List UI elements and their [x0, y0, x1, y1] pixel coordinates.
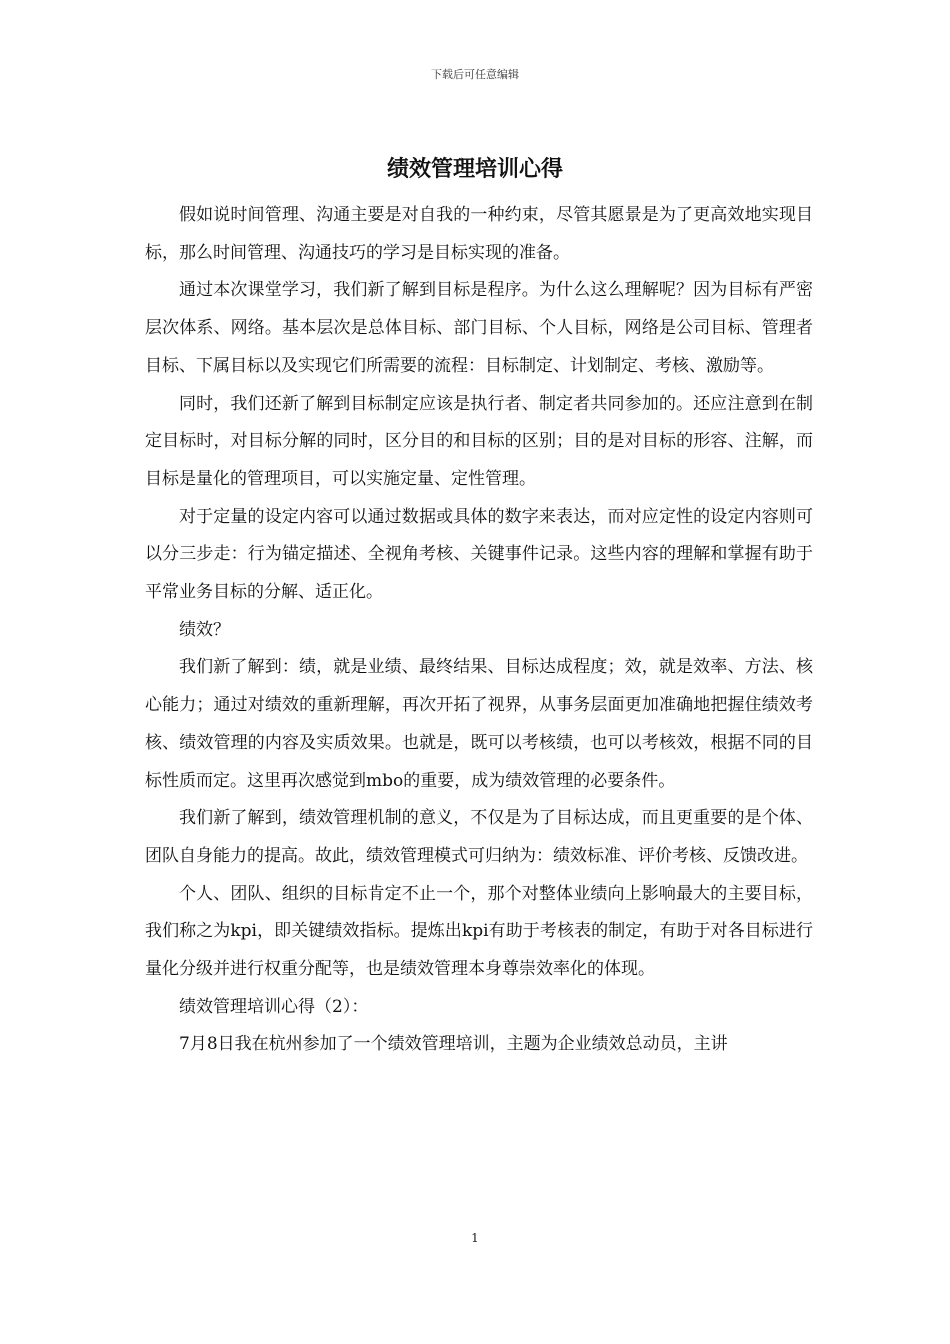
paragraph-5: 绩效？ — [179, 619, 230, 640]
paragraph-2: 通过本次课堂学习，我们新了解到目标是程序。为什么这么理解呢？因为目标有严密层次体系、网络。基本层次是总体目标、部门目标、个人目标，网络是公司目标、管理者目标、下属目标以及实现它们所需要的流程：目标制定、计划制定、考核、激励等。 — [145, 280, 813, 376]
paragraph-10: 7月8日我在杭州参加了一个绩效管理培训，主题为企业绩效总动员，主讲 — [179, 1034, 728, 1055]
paragraph-6: 我们新了解到：绩，就是业绩、最终结果、目标达成程度；效，就是效率、方法、核心能力；通过对绩效的重新理解，再次开拓了视界，从事务层面更加准确地把握住绩效考核、绩效管理的内容及实质效果。也就是，既可以考核绩，也可以考核效，根据不同的目标性质而定。这里再次感觉到mbo的重要，成为绩效管理的必要条件。 — [145, 657, 813, 791]
paragraph-8: 个人、团队、组织的目标肯定不止一个，那个对整体业绩向上影响最大的主要目标，我们称之为kpi，即关键绩效指标。提炼出kpi有助于考核表的制定，有助于对各目标进行量化分级并进行权重分配等，也是绩效管理本身尊崇效率化的体现。 — [145, 883, 813, 980]
paragraph-1: 假如说时间管理、沟通主要是对自我的一种约束，尽管其愿景是为了更高效地实现目标，那么时间管理、沟通技巧的学习是目标实现的准备。 — [145, 205, 813, 263]
document-title: 绩效管理培训心得 — [386, 157, 563, 182]
paragraph-4: 对于定量的设定内容可以通过数据或具体的数字来表达，而对应定性的设定内容则可以分三步走：行为锚定描述、全视角考核、关键事件记录。这些内容的理解和掌握有助于平常业务目标的分解、适正化。 — [145, 506, 813, 603]
paragraph-7: 我们新了解到，绩效管理机制的意义，不仅是为了目标达成，而且更重要的是个体、团队自身能力的提高。故此，绩效管理模式可归纳为：绩效标准、评价考核、反馈改进。 — [145, 808, 813, 866]
paragraph-9: 绩效管理培训心得（2）： — [179, 996, 369, 1017]
header-note: 下载后可任意编辑 — [431, 68, 519, 81]
paragraph-3: 同时，我们还新了解到目标制定应该是执行者、制定者共同参加的。还应注意到在制定目标时，对目标分解的同时，区分目的和目标的区别；目的是对目标的形容、注解，而目标是量化的管理项目，可以实施定量、定性管理。 — [145, 393, 813, 489]
page-number: 1 — [471, 1231, 479, 1245]
document-body — [145, 197, 813, 1064]
